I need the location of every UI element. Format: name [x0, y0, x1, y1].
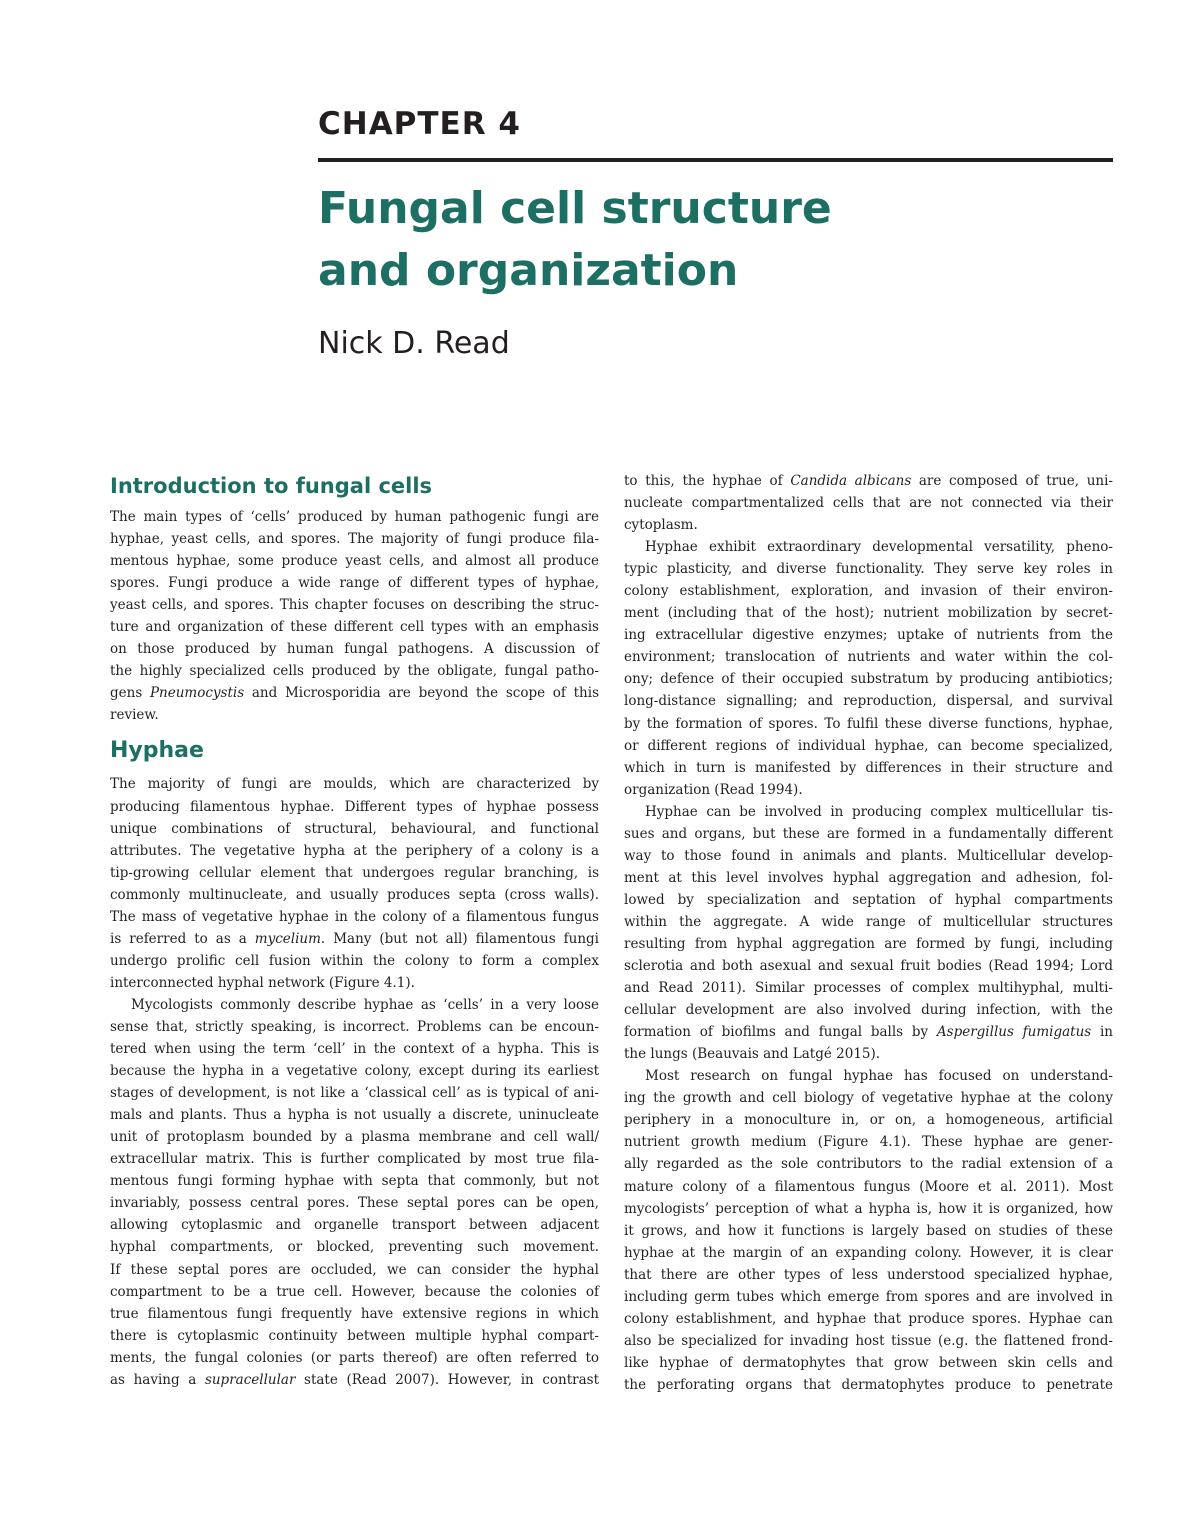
text-line: allowing cytoplasmic and organelle transport between adjacent — [110, 1217, 599, 1234]
chapter-label: CHAPTER 4 — [318, 106, 521, 142]
text-line: it grows, and how it functions is largely based on studies of these — [624, 1222, 1113, 1239]
paragraph — [624, 1065, 1113, 1396]
text-line: within the aggregate. A wide range of multicellular structures — [624, 913, 1113, 930]
text-line: ing extracellular digestive enzymes; uptake of nutrients from the — [624, 627, 1113, 644]
text-line: true filamentous fungi frequently have extensive regions in which — [110, 1305, 599, 1322]
paragraph — [110, 506, 599, 726]
text-line: review. — [110, 707, 159, 724]
text-line — [110, 682, 599, 704]
text-line: way to those found in animals and plants. Multicellular develop- — [624, 847, 1113, 864]
text-line: cytoplasm. — [624, 517, 698, 534]
text-segment: state (Read 2007). However, in contrast — [295, 1371, 599, 1388]
text-line: mentous hyphae, some produce yeast cells, and almost all produce — [110, 553, 599, 570]
text-line: yeast cells, and spores. This chapter focuses on describing the struc- — [110, 597, 599, 614]
italic-term: supracellular — [204, 1371, 296, 1388]
text-segment: gens — [110, 685, 150, 702]
text-segment: . Many (but not all) filamentous fungi — [320, 930, 599, 947]
text-line: undergo prolific cell fusion within the colony to form a complex — [110, 952, 599, 969]
text-line: nucleate compartmentalized cells that are not connected via their — [624, 495, 1113, 512]
text-line: commonly multinucleate, and usually produces septa (cross walls). — [110, 886, 599, 903]
text-line: hyphal compartments, or blocked, preventing such movement. — [110, 1239, 599, 1256]
text-line: Mycologists commonly describe hyphae as ‘cells’ in a very loose — [131, 996, 599, 1013]
text-segment: is referred to as a — [110, 930, 255, 947]
text-line: Most research on fungal hyphae has focused on understand- — [645, 1068, 1113, 1085]
text-line: the highly specialized cells produced by the obligate, fungal patho- — [110, 663, 599, 680]
text-line: If these septal pores are occluded, we can consider the hyphal — [110, 1261, 599, 1278]
text-line: including germ tubes which emerge from spores and are involved in — [624, 1288, 1113, 1305]
text-line: ally regarded as the sole contributors to the radial extension of a — [624, 1156, 1113, 1173]
text-line: organization (Read 1994). — [624, 781, 803, 798]
text-line: like hyphae of dermatophytes that grow between skin cells and — [624, 1354, 1113, 1371]
text-line: there is cytoplasmic continuity between multiple hyphal compart- — [110, 1327, 599, 1344]
text-line: mentous fungi forming hyphae with septa that commonly, but not — [110, 1173, 599, 1190]
text-segment: are composed of true, uni- — [911, 473, 1113, 489]
text-line: cellular development are also involved during infection, with the — [624, 1002, 1113, 1019]
text-line: The majority of fungi are moulds, which are characterized by — [110, 776, 599, 793]
text-line: Hyphae exhibit extraordinary developmental versatility, pheno- — [645, 539, 1113, 556]
text-line: tered when using the term ‘cell’ in the context of a hypha. This is — [110, 1041, 599, 1058]
text-line: nutrient growth medium (Figure 4.1). These hyphae are gener- — [624, 1134, 1113, 1151]
text-line: producing filamentous hyphae. Different types of hyphae possess — [110, 798, 599, 815]
text-line: ony; defence of their occupied substratum by producing antibiotics; — [624, 671, 1113, 688]
text-line — [110, 928, 599, 950]
text-line: The main types of ‘cells’ produced by human pathogenic fungi are — [110, 509, 599, 525]
text-line — [624, 470, 1113, 492]
text-line: or different regions of individual hyphae, can become specialized, — [624, 737, 1113, 754]
paragraph — [624, 470, 1113, 536]
author: Nick D. Read — [318, 326, 510, 361]
text-line: by the formation of spores. To fulfil these diverse functions, hyphae, — [624, 715, 1113, 732]
text-line: mals and plants. Thus a hypha is not usually a discrete, uninucleate — [110, 1107, 599, 1124]
italic-term: Candida albicans — [790, 473, 912, 489]
italic-term: Pneumocystis — [149, 685, 245, 702]
text-line: that there are other types of less understood specialized hyphae, — [624, 1266, 1113, 1283]
text-line: Hyphae can be involved in producing complex multicellular tis- — [645, 803, 1113, 820]
text-line: ture and organization of these different cell types with an emphasis — [110, 619, 599, 636]
text-line: extracellular matrix. This is further complicated by most true fila- — [110, 1151, 599, 1168]
text-line — [110, 1369, 599, 1391]
text-line: mycologists’ perception of what a hypha is, how it is organized, how — [624, 1200, 1113, 1217]
text-line: invariably, possess central pores. These septal pores can be open, — [110, 1195, 599, 1212]
italic-term: Aspergillus fumigatus — [936, 1024, 1092, 1041]
text-line: long-distance signalling; and reproduction, dispersal, and survival — [624, 693, 1113, 710]
chapter-title — [318, 178, 832, 302]
text-segment: formation of biofilms and fungal balls by — [624, 1024, 937, 1041]
section-heading: Hyphae — [110, 738, 204, 764]
text-segment: to this, the hyphae of — [624, 473, 791, 489]
text-line: interconnected hyphal network (Figure 4.1). — [110, 974, 415, 991]
text-line: because the hypha in a vegetative colony, except during its earliest — [110, 1063, 599, 1080]
chapter-title-line: and organization — [318, 245, 739, 296]
text-line: colony establishment, and hyphae that produce spores. Hyphae can — [624, 1310, 1113, 1327]
text-line — [624, 1021, 1113, 1043]
text-line: unit of protoplasm bounded by a plasma membrane and cell wall/ — [110, 1129, 599, 1146]
text-segment: as having a — [110, 1371, 205, 1388]
text-line: typic plasticity, and diverse functionality. They serve key roles in — [624, 561, 1113, 578]
text-line: the perforating organs that dermatophytes produce to penetrate — [624, 1376, 1113, 1393]
text-line: periphery in a monoculture in, or on, a homogeneous, artificial — [624, 1112, 1113, 1129]
italic-term: mycelium — [254, 930, 321, 947]
text-line: spores. Fungi produce a wide range of different types of hyphae, — [110, 575, 599, 592]
chapter-title-line: Fungal cell structure — [318, 183, 832, 234]
text-line: unique combinations of structural, behavioural, and functional — [110, 820, 599, 837]
text-line: and Read 2011). Similar processes of complex multihyphal, multi- — [624, 980, 1113, 997]
paragraph — [624, 801, 1113, 1066]
text-line: lowed by specialization and septation of hyphal compartments — [624, 891, 1113, 908]
text-line: ment (including that of the host); nutrient mobilization by secret- — [624, 605, 1113, 622]
text-segment: in — [1091, 1024, 1113, 1041]
text-line: environment; translocation of nutrients and water within the col- — [624, 649, 1113, 666]
text-line: compartment to be a true cell. However, because the colonies of — [110, 1283, 599, 1300]
left-column — [110, 470, 599, 1391]
text-line: hyphae, yeast cells, and spores. The majority of fungi produce fila- — [110, 531, 599, 548]
text-line: tip-growing cellular element that undergoes regular branching, is — [110, 864, 599, 881]
text-segment: and Microsporidia are beyond the scope of this — [244, 685, 599, 702]
text-line: which in turn is manifested by differences in their structure and — [624, 759, 1113, 776]
text-line: attributes. The vegetative hypha at the periphery of a colony is a — [110, 842, 599, 859]
text-line: hyphae at the margin of an expanding colony. However, it is clear — [624, 1244, 1113, 1261]
text-line: The mass of vegetative hyphae in the colony of a filamentous fungus — [110, 908, 599, 925]
paragraph — [110, 994, 599, 1391]
paragraph — [624, 536, 1113, 801]
section-heading: Introduction to fungal cells — [110, 474, 433, 498]
text-line: also be specialized for invading host tissue (e.g. the flattened frond- — [624, 1332, 1113, 1349]
text-line: on those produced by human fungal pathogens. A discussion of — [110, 641, 599, 658]
text-line: stages of development, is not like a ‘classical cell’ as is typical of ani- — [110, 1085, 599, 1102]
text-line: sclerotia and both asexual and sexual fruit bodies (Read 1994; Lord — [624, 958, 1113, 975]
text-line: ments, the fungal colonies (or parts thereof) are often referred to — [110, 1349, 599, 1366]
right-column — [624, 470, 1113, 1396]
chapter-rule — [318, 158, 1113, 162]
text-line: mature colony of a filamentous fungus (Moore et al. 2011). Most — [624, 1178, 1113, 1195]
text-line: the lungs (Beauvais and Latgé 2015). — [624, 1046, 881, 1063]
text-line: resulting from hyphal aggregation are formed by fungi, including — [624, 935, 1113, 952]
text-line: sense that, strictly speaking, is incorrect. Problems can be encoun- — [110, 1018, 599, 1035]
text-line: sues and organs, but these are formed in a fundamentally different — [624, 825, 1113, 842]
paragraph — [110, 773, 599, 993]
text-line: colony establishment, exploration, and invasion of their environ- — [624, 583, 1113, 600]
text-line: ing the growth and cell biology of vegetative hyphae at the colony — [624, 1090, 1113, 1107]
text-line: ment at this level involves hyphal aggregation and adhesion, fol- — [624, 869, 1113, 886]
